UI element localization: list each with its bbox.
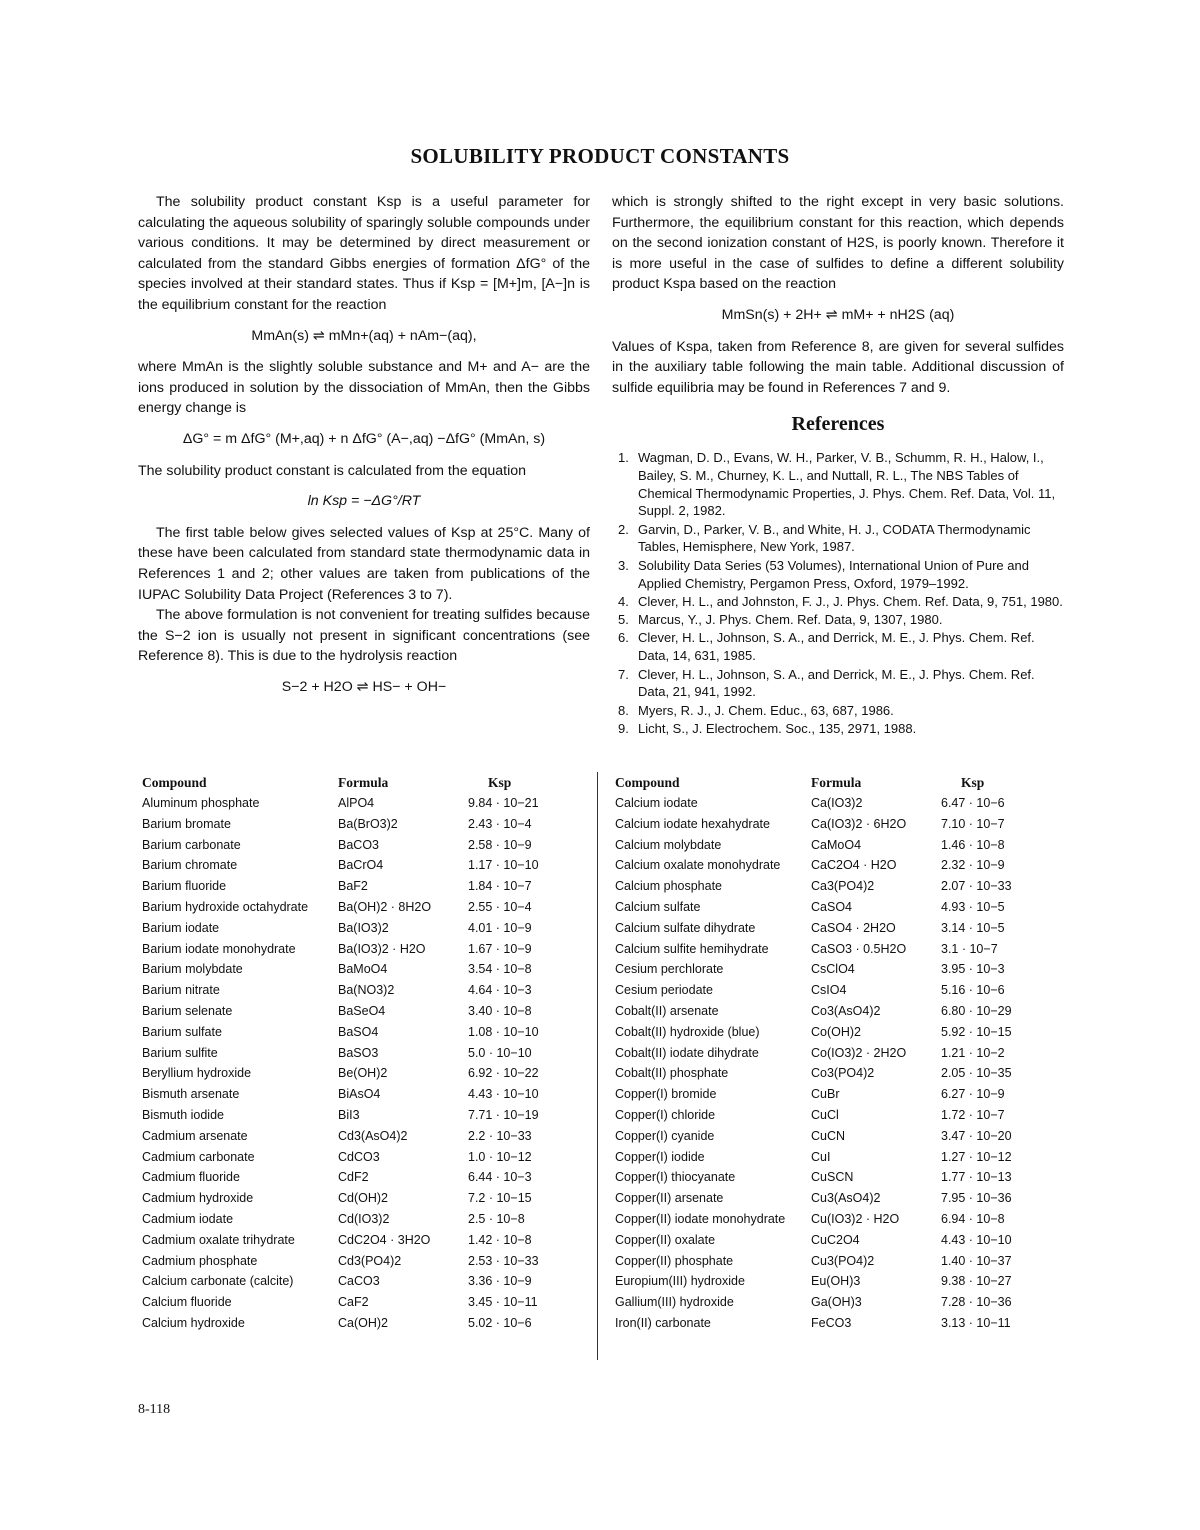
equation-dissolution: MmAn(s) ⇌ mMn+(aq) + nAm−(aq), <box>251 327 477 344</box>
table-row <box>615 1272 1073 1293</box>
header-ksp: Ksp <box>961 775 985 790</box>
compound-cell: Aluminum phosphate <box>142 796 260 810</box>
reference-text: Licht, S., J. Electrochem. Soc., 135, 2971, 1988. <box>638 720 917 736</box>
ksp-cell: 4.93 · 10−5 <box>941 899 1005 914</box>
reference-item <box>612 666 1064 702</box>
references-heading: References <box>791 413 885 436</box>
compound-cell: Cesium periodate <box>615 983 713 998</box>
ksp-cell: 1.42 · 10−8 <box>468 1232 532 1247</box>
table-row <box>142 1106 587 1127</box>
ksp-cell: 2.43 · 10−4 <box>468 816 532 831</box>
table-row <box>615 960 1073 981</box>
ksp-cell: 1.84 · 10−7 <box>468 879 532 894</box>
ksp-cell: 6.44 · 10−3 <box>468 1170 532 1185</box>
header-formula: Formula <box>811 775 862 790</box>
compound-cell: Copper(I) cyanide <box>615 1128 715 1143</box>
ksp-cell: 5.92 · 10−15 <box>941 1024 1012 1039</box>
compound-cell: Cesium perchlorate <box>615 962 724 977</box>
formula-cell: Ca(OH)2 <box>338 1315 389 1330</box>
reference-item <box>612 449 1064 520</box>
reference-text: Solubility Data Series (53 Volumes), International Union of Pure and Applied Chemistry, Pergamon Press, Oxford, 1979–1992. <box>638 557 1029 591</box>
formula-cell: Cu(IO3)2 · H2O <box>811 1211 900 1226</box>
table-row <box>142 877 587 898</box>
compound-cell: Barium bromate <box>142 816 231 831</box>
ksp-cell: 3.40 · 10−8 <box>468 1003 532 1018</box>
compound-cell: Iron(II) carbonate <box>615 1315 711 1330</box>
formula-cell: Cu3(AsO4)2 <box>811 1191 881 1206</box>
table-row <box>615 1064 1073 1085</box>
table-row <box>615 1085 1073 1106</box>
table-row <box>142 794 587 815</box>
table-row <box>615 1023 1073 1044</box>
table-row <box>142 960 587 981</box>
table-row <box>615 1002 1073 1023</box>
compound-cell: Cadmium phosphate <box>142 1253 258 1268</box>
compound-cell: Cobalt(II) iodate dihydrate <box>615 1045 759 1060</box>
compound-cell: Copper(II) arsenate <box>615 1191 724 1206</box>
ksp-cell: 6.92 · 10−22 <box>468 1066 539 1081</box>
ksp-cell: 4.01 · 10−9 <box>468 920 532 935</box>
left-text-column <box>138 192 590 708</box>
table-header <box>142 772 587 794</box>
ksp-cell: 6.94 · 10−8 <box>941 1211 1005 1226</box>
reference-text: Garvin, D., Parker, V. B., and White, H. J., CODATA Thermodynamic Tables, Hemisphere, New York, 1987. <box>638 521 1031 555</box>
formula-cell: CuCl <box>811 1107 839 1122</box>
ksp-cell: 1.67 · 10−9 <box>468 941 532 956</box>
compound-cell: Cadmium hydroxide <box>142 1191 254 1206</box>
ksp-cell: 7.10 · 10−7 <box>941 816 1005 831</box>
formula-cell: Ga(OH)3 <box>811 1295 862 1310</box>
table-row <box>142 1002 587 1023</box>
formula-cell: FeCO3 <box>811 1315 852 1330</box>
table-row <box>142 1044 587 1065</box>
compound-cell: Bismuth iodide <box>142 1107 224 1122</box>
ksp-cell: 2.5 · 10−8 <box>468 1211 525 1226</box>
ksp-cell: 5.16 · 10−6 <box>941 983 1005 998</box>
reference-number: 6. <box>618 630 629 646</box>
ksp-cell: 6.47 · 10−6 <box>941 796 1005 810</box>
table-row <box>615 1293 1073 1314</box>
equation-sulfide: MmSn(s) + 2H+ ⇌ mM+ + nH2S (aq) <box>721 306 955 323</box>
formula-cell: BaSO3 <box>338 1045 379 1060</box>
table-row <box>142 919 587 940</box>
reference-number: 4. <box>618 593 629 609</box>
reference-number: 2. <box>618 521 629 537</box>
formula-cell: CuBr <box>811 1087 840 1102</box>
reference-text: Clever, H. L., and Johnston, F. J., J. Phys. Chem. Ref. Data, 9, 751, 1980. <box>638 593 1063 609</box>
formula-cell: CuI <box>811 1149 831 1164</box>
reference-text: Clever, H. L., Johnson, S. A., and Derrick, M. E., J. Phys. Chem. Ref. Data, 14, 631, 1985. <box>638 630 1035 664</box>
formula-cell: Ba(IO3)2 <box>338 920 389 935</box>
ksp-cell: 4.43 · 10−10 <box>468 1087 539 1102</box>
formula-cell: Cd(OH)2 <box>338 1191 389 1206</box>
formula-cell: BaMoO4 <box>338 962 388 977</box>
formula-cell: CuCN <box>811 1128 846 1143</box>
table-row <box>142 898 587 919</box>
table-row <box>142 1064 587 1085</box>
compound-cell: Calcium sulfite hemihydrate <box>615 941 769 956</box>
formula-cell: CdCO3 <box>338 1149 380 1164</box>
reference-text: Wagman, D. D., Evans, W. H., Parker, V. B., Schumm, R. H., Halow, I., Bailey, S. M., Churney, K. L., and Nuttall, R. L., The NBS Tables of Chemical Thermodynamic Properties, J. Phys. Chem. Ref. Data, Vol. 11, Suppl. 2, 1982. <box>638 449 1056 519</box>
table-row <box>142 1231 587 1252</box>
reference-text: Clever, H. L., Johnson, S. A., and Derrick, M. E., J. Phys. Chem. Ref. Data, 21, 941, 1992. <box>638 666 1035 700</box>
header-compound: Compound <box>615 775 680 790</box>
formula-cell: Ba(IO3)2 · H2O <box>338 941 426 956</box>
compound-cell: Calcium molybdate <box>615 837 722 852</box>
formula-cell: CaC2O4 · H2O <box>811 858 897 873</box>
reference-item <box>612 521 1064 557</box>
formula-cell: BaF2 <box>338 879 368 894</box>
page-number: 8-118 <box>138 1402 171 1417</box>
ksp-table-right <box>615 772 1073 1335</box>
intro-paragraph-2: where MmAn is the slightly soluble substance and M+ and A− are the ions produced in solution by the dissociation of MmAn, then the Gibbs energy change is <box>138 359 590 417</box>
column-divider <box>597 772 598 1360</box>
compound-cell: Europium(III) hydroxide <box>615 1274 745 1289</box>
table-row <box>615 981 1073 1002</box>
ksp-cell: 2.32 · 10−9 <box>941 858 1005 873</box>
ksp-cell: 1.72 · 10−7 <box>941 1107 1005 1122</box>
ksp-cell: 3.54 · 10−8 <box>468 962 532 977</box>
formula-cell: Cu3(PO4)2 <box>811 1253 875 1268</box>
ksp-cell: 5.02 · 10−6 <box>468 1315 532 1330</box>
table-row <box>615 919 1073 940</box>
compound-cell: Calcium sulfate dihydrate <box>615 920 756 935</box>
formula-cell: BaSO4 <box>338 1024 379 1039</box>
equation-ksp: ln Ksp = −ΔG°/RT <box>307 493 421 510</box>
compound-cell: Barium sulfite <box>142 1045 218 1060</box>
compound-cell: Cadmium arsenate <box>142 1128 248 1143</box>
intro-paragraph-4: The first table below gives selected values of Ksp at 25°C. Many of these have been calculated from standard state thermodynamic data in References 1 and 2; other values are taken from publications of the IUPAC Solubility Data Project (References 3 to 7). <box>138 524 590 603</box>
ksp-cell: 1.77 · 10−13 <box>941 1170 1012 1185</box>
compound-cell: Barium selenate <box>142 1003 233 1018</box>
ksp-cell: 2.05 · 10−35 <box>941 1066 1012 1081</box>
table-row <box>615 836 1073 857</box>
formula-cell: BiAsO4 <box>338 1087 381 1102</box>
table-row <box>142 1148 587 1169</box>
header-formula: Formula <box>338 775 389 790</box>
formula-cell: CuSCN <box>811 1170 854 1185</box>
table-row <box>615 815 1073 836</box>
ksp-cell: 2.58 · 10−9 <box>468 837 532 852</box>
table-row <box>142 1314 587 1335</box>
compound-cell: Copper(I) bromide <box>615 1087 717 1102</box>
intro-paragraph-6: which is strongly shifted to the right except in very basic solutions. Furthermore, the equilibrium constant for this reaction, which depends on the second ionization constant of H2S, is poorly known. Therefore it is more useful in the case of sulfides to define a different solubility product Kspa based on the reaction <box>612 194 1064 293</box>
compound-cell: Gallium(III) hydroxide <box>615 1295 734 1310</box>
ksp-cell: 4.64 · 10−3 <box>468 983 532 998</box>
formula-cell: BaCO3 <box>338 837 379 852</box>
ksp-cell: 3.36 · 10−9 <box>468 1274 532 1289</box>
header-compound: Compound <box>142 775 207 790</box>
compound-cell: Calcium iodate <box>615 796 698 810</box>
formula-cell: CuC2O4 <box>811 1232 860 1247</box>
compound-cell: Barium carbonate <box>142 837 241 852</box>
ksp-cell: 1.40 · 10−37 <box>941 1253 1012 1268</box>
ksp-cell: 7.28 · 10−36 <box>941 1295 1012 1310</box>
table-row <box>615 898 1073 919</box>
ksp-cell: 3.14 · 10−5 <box>941 920 1005 935</box>
reference-number: 3. <box>618 557 629 573</box>
reference-number: 7. <box>618 666 629 682</box>
reference-item <box>612 611 1064 629</box>
table-row <box>615 1127 1073 1148</box>
table-row <box>615 1044 1073 1065</box>
table-row <box>615 1314 1073 1335</box>
formula-cell: Ba(OH)2 · 8H2O <box>338 899 432 914</box>
table-row <box>142 1168 587 1189</box>
formula-cell: Ca(IO3)2 <box>811 796 863 810</box>
ksp-cell: 1.08 · 10−10 <box>468 1024 539 1039</box>
formula-cell: Cd(IO3)2 <box>338 1211 390 1226</box>
table-row <box>615 1252 1073 1273</box>
ksp-table-left <box>142 772 587 1335</box>
compound-cell: Copper(II) iodate monohydrate <box>615 1211 786 1226</box>
reference-number: 1. <box>618 449 629 465</box>
table-row <box>615 940 1073 961</box>
compound-cell: Calcium phosphate <box>615 879 723 894</box>
compound-cell: Cobalt(II) arsenate <box>615 1003 719 1018</box>
compound-cell: Bismuth arsenate <box>142 1087 240 1102</box>
reference-item <box>612 720 1064 738</box>
ksp-cell: 9.84 · 10−21 <box>468 796 539 810</box>
header-ksp: Ksp <box>488 775 512 790</box>
formula-cell: Ca(IO3)2 · 6H2O <box>811 816 907 831</box>
references-list <box>612 449 1064 738</box>
compound-cell: Barium chromate <box>142 858 238 873</box>
table-header <box>615 772 1073 794</box>
compound-cell: Calcium hydroxide <box>142 1315 245 1330</box>
ksp-cell: 6.27 · 10−9 <box>941 1087 1005 1102</box>
table-row <box>142 1252 587 1273</box>
table-row <box>142 1293 587 1314</box>
table-row <box>142 1127 587 1148</box>
table-row <box>615 1168 1073 1189</box>
compound-cell: Barium hydroxide octahydrate <box>142 899 309 914</box>
ksp-cell: 9.38 · 10−27 <box>941 1274 1012 1289</box>
ksp-cell: 7.71 · 10−19 <box>468 1107 539 1122</box>
formula-cell: Co3(AsO4)2 <box>811 1003 881 1018</box>
compound-cell: Calcium oxalate monohydrate <box>615 858 781 873</box>
formula-cell: CdF2 <box>338 1170 369 1185</box>
formula-cell: CsClO4 <box>811 962 855 977</box>
table-row <box>615 856 1073 877</box>
formula-cell: BiI3 <box>338 1107 360 1122</box>
ksp-cell: 7.2 · 10−15 <box>468 1191 532 1206</box>
table-body-left <box>142 794 587 1335</box>
ksp-tables <box>138 772 1073 1360</box>
table-row <box>142 1210 587 1231</box>
reference-text: Marcus, Y., J. Phys. Chem. Ref. Data, 9, 1307, 1980. <box>638 612 943 628</box>
ksp-cell: 3.1 · 10−7 <box>941 941 998 956</box>
compound-cell: Cobalt(II) phosphate <box>615 1066 729 1081</box>
intro-paragraph-7: Values of Kspa, taken from Reference 8, are given for several sulfides in the auxiliary table following the main table. Additional discussion of sulfide equilibria may be found in References 7 and 9. <box>612 338 1064 396</box>
formula-cell: Cd3(AsO4)2 <box>338 1128 408 1143</box>
compound-cell: Calcium fluoride <box>142 1295 232 1310</box>
table-row <box>615 1106 1073 1127</box>
table-row <box>142 940 587 961</box>
compound-cell: Copper(II) phosphate <box>615 1253 734 1268</box>
ksp-cell: 3.45 · 10−11 <box>468 1295 538 1310</box>
formula-cell: CaCO3 <box>338 1274 380 1289</box>
table-row <box>615 1189 1073 1210</box>
formula-cell: CaSO4 · 2H2O <box>811 920 896 935</box>
compound-cell: Cadmium oxalate trihydrate <box>142 1232 295 1247</box>
compound-cell: Copper(II) oxalate <box>615 1232 716 1247</box>
formula-cell: CdC2O4 · 3H2O <box>338 1232 431 1247</box>
ksp-cell: 1.21 · 10−2 <box>941 1045 1005 1060</box>
reference-number: 5. <box>618 612 629 628</box>
formula-cell: Co3(PO4)2 <box>811 1066 875 1081</box>
formula-cell: BaSeO4 <box>338 1003 386 1018</box>
ksp-cell: 3.95 · 10−3 <box>941 962 1005 977</box>
intro-paragraph-5: The above formulation is not convenient for treating sulfides because the S−2 ion is usually not present in significant concentrations (see Reference 8). This is due to the hydrolysis reaction <box>138 607 590 665</box>
ksp-cell: 3.13 · 10−11 <box>941 1315 1011 1330</box>
reference-item <box>612 629 1064 665</box>
ksp-cell: 2.2 · 10−33 <box>468 1128 532 1143</box>
formula-cell: Be(OH)2 <box>338 1066 388 1081</box>
ksp-cell: 4.43 · 10−10 <box>941 1232 1012 1247</box>
reference-item <box>612 593 1064 611</box>
equation-gibbs: ΔG° = m ΔfG° (M+,aq) + n ΔfG° (A−,aq) −ΔfG° (MmAn, s) <box>182 430 546 447</box>
intro-paragraph-3: The solubility product constant is calculated from the equation <box>138 462 527 479</box>
formula-cell: CsIO4 <box>811 983 847 998</box>
table-body-right <box>615 794 1073 1335</box>
table-row <box>615 794 1073 815</box>
reference-item <box>612 557 1064 593</box>
ksp-cell: 3.47 · 10−20 <box>941 1128 1012 1143</box>
compound-cell: Calcium carbonate (calcite) <box>142 1274 294 1289</box>
compound-cell: Copper(I) thiocyanate <box>615 1170 736 1185</box>
ksp-cell: 2.53 · 10−33 <box>468 1253 539 1268</box>
compound-cell: Barium nitrate <box>142 983 220 998</box>
table-row <box>142 1272 587 1293</box>
formula-cell: Ca3(PO4)2 <box>811 879 875 894</box>
compound-cell: Cadmium carbonate <box>142 1149 255 1164</box>
formula-cell: Co(OH)2 <box>811 1024 862 1039</box>
compound-cell: Cobalt(II) hydroxide (blue) <box>615 1024 760 1039</box>
compound-cell: Cadmium iodate <box>142 1211 234 1226</box>
page-title: SOLUBILITY PRODUCT CONSTANTS <box>410 144 790 168</box>
compound-cell: Barium iodate <box>142 920 220 935</box>
table-row <box>142 856 587 877</box>
table-row <box>615 1231 1073 1252</box>
formula-cell: CaSO3 · 0.5H2O <box>811 941 907 956</box>
table-row <box>615 1148 1073 1169</box>
table-row <box>142 836 587 857</box>
table-row <box>142 1085 587 1106</box>
formula-cell: Eu(OH)3 <box>811 1274 861 1289</box>
compound-cell: Beryllium hydroxide <box>142 1066 252 1081</box>
table-row <box>142 1023 587 1044</box>
ksp-cell: 1.27 · 10−12 <box>941 1149 1012 1164</box>
formula-cell: CaMoO4 <box>811 837 862 852</box>
compound-cell: Calcium sulfate <box>615 899 701 914</box>
compound-cell: Copper(I) chloride <box>615 1107 716 1122</box>
compound-cell: Copper(I) iodide <box>615 1149 705 1164</box>
intro-paragraph-1: The solubility product constant Ksp is a useful parameter for calculating the aqueous solubility of sparingly soluble compounds under various conditions. It may be determined by direct measurement or calculated from the standard Gibbs energies of formation ΔfG° of the species involved at their standard states. Thus if Ksp = [M+]m, [A−]n is the equilibrium constant for the reaction <box>138 194 590 313</box>
formula-cell: Ba(BrO3)2 <box>338 816 398 831</box>
ksp-cell: 5.0 · 10−10 <box>468 1045 532 1060</box>
compound-cell: Barium iodate monohydrate <box>142 941 296 956</box>
formula-cell: CaF2 <box>338 1295 369 1310</box>
compound-cell: Barium sulfate <box>142 1024 222 1039</box>
reference-number: 8. <box>618 702 629 718</box>
equation-hydrolysis: S−2 + H2O ⇌ HS− + OH− <box>281 678 447 695</box>
ksp-cell: 2.55 · 10−4 <box>468 899 532 914</box>
table-row <box>142 815 587 836</box>
formula-cell: AlPO4 <box>338 796 375 810</box>
ksp-cell: 7.95 · 10−36 <box>941 1191 1012 1206</box>
compound-cell: Barium fluoride <box>142 879 227 894</box>
formula-cell: Ba(NO3)2 <box>338 983 395 998</box>
ksp-cell: 1.17 · 10−10 <box>468 858 539 873</box>
reference-text: Myers, R. J., J. Chem. Educ., 63, 687, 1986. <box>638 702 894 718</box>
compound-cell: Cadmium fluoride <box>142 1170 240 1185</box>
right-text-column <box>612 192 1064 738</box>
ksp-cell: 2.07 · 10−33 <box>941 879 1012 894</box>
reference-item <box>612 702 1064 720</box>
reference-number: 9. <box>618 720 629 736</box>
formula-cell: BaCrO4 <box>338 858 384 873</box>
formula-cell: Cd3(PO4)2 <box>338 1253 402 1268</box>
formula-cell: Co(IO3)2 · 2H2O <box>811 1045 907 1060</box>
compound-cell: Calcium iodate hexahydrate <box>615 816 770 831</box>
table-row <box>142 981 587 1002</box>
compound-cell: Barium molybdate <box>142 962 243 977</box>
ksp-cell: 6.80 · 10−29 <box>941 1003 1012 1018</box>
table-row <box>615 1210 1073 1231</box>
ksp-cell: 1.0 · 10−12 <box>468 1149 532 1164</box>
ksp-cell: 1.46 · 10−8 <box>941 837 1005 852</box>
formula-cell: CaSO4 <box>811 899 852 914</box>
table-row <box>142 1189 587 1210</box>
table-row <box>615 877 1073 898</box>
